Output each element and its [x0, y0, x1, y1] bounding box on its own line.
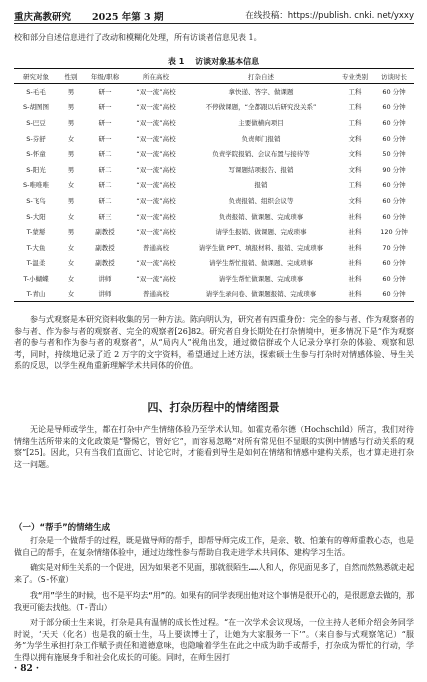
- table-cell: T-温柔: [26, 259, 46, 268]
- table-cell: 研一: [98, 134, 112, 143]
- intro-line: 校和部分自述信息进行了改动和模糊化处理，所有访谈者信息见表 1。: [14, 33, 262, 42]
- table-cell: 70 分钟: [382, 243, 406, 252]
- table-cell: 女: [67, 243, 75, 252]
- table-cell: “双一流”高校: [136, 228, 176, 237]
- table-row: [14, 177, 414, 193]
- table-cell: 60 分钟: [382, 212, 406, 221]
- table-cell: 社科: [348, 243, 362, 252]
- table-cell: “双一流”高校: [136, 150, 176, 159]
- table-cell: 社科: [348, 259, 362, 268]
- table-cell: S-飞鸟: [26, 196, 46, 205]
- table-cell: 女: [67, 134, 75, 143]
- table-cell: S-怀童: [26, 150, 46, 159]
- table-cell: 不停做课题，“全都跟以后研究没关系”: [205, 103, 317, 112]
- table-header-cell: 访谈时长: [374, 69, 414, 84]
- table-cell: 研一: [98, 88, 112, 97]
- table-cell: “双一流”高校: [136, 134, 176, 143]
- table-cell: 研三: [98, 212, 112, 221]
- page-header: [14, 9, 414, 23]
- table-cell: 拿快递、答字、做课题: [228, 88, 294, 97]
- table-header-cell: 专业类别: [336, 69, 374, 84]
- table-cell: 60 分钟: [382, 134, 406, 143]
- table-cell: “双一流”高校: [136, 274, 176, 283]
- table-cell: 研二: [98, 181, 112, 190]
- table-cell: 50 分钟: [382, 150, 406, 159]
- submission-url[interactable]: 在线投稿：https://publish. cnki. net/yxxy: [245, 11, 414, 21]
- table-cell: 社科: [348, 274, 362, 283]
- table-cell: 文科: [348, 196, 362, 205]
- table-cell: “双一流”高校: [136, 259, 176, 268]
- table-cell: 女: [67, 181, 75, 190]
- table-cell: “双一流”高校: [136, 181, 176, 190]
- table-cell: 工科: [348, 118, 362, 127]
- table-cell: 讲师: [98, 274, 112, 283]
- table-cell: 女: [58, 286, 84, 302]
- table-cell: S-阳光: [26, 165, 46, 174]
- table-number: 表 1: [167, 57, 185, 66]
- table-cell: 研二: [98, 196, 112, 205]
- table-cell: 60 分钟: [382, 118, 406, 127]
- table-cell: 男: [67, 228, 75, 237]
- table-cell: T-青山: [14, 286, 58, 302]
- table-cell: 社科: [336, 286, 374, 302]
- table-cell: 60 分钟: [382, 181, 406, 190]
- table-cell: 文科: [348, 150, 362, 159]
- table-cell: 写课题结项报告、报销: [228, 165, 294, 174]
- table-cell: 研二: [98, 165, 112, 174]
- table-cell: 女: [67, 212, 75, 221]
- table-cell: 工科: [348, 103, 362, 112]
- para-last: 对于部分硕士生来说，打杂是具有温情的成长性过程。“在一次学术会议现场，一位主持人老师介绍会务同学时说，‘天天（化名）也是我的硕士生，马上要读博士了，让她为大家服务一下’”。（来自参与式观察笔记）“服务”为学生承担打杂工作赋予责任和道德意味，也隐喻着学生在此之中成为助手或帮手，打杂成为帮忙的行动，学生得以拥有施展身手和社会化成长的可能。同时，在师生因打: [14, 618, 414, 662]
- table-cell: 请学生做 PPT、填报材料、报销、完成琐事: [198, 243, 324, 252]
- table-cell: “双一流”高校: [136, 212, 176, 221]
- table-cell: 文科: [348, 134, 362, 143]
- table-cell: 讲师: [84, 286, 126, 302]
- table-cell: 研一: [98, 103, 112, 112]
- table-cell: 工科: [348, 181, 362, 190]
- table-row: [14, 146, 414, 162]
- table-cell: S-芬舒: [26, 134, 46, 143]
- table-row: [14, 224, 414, 240]
- para-help: 打杂是一个做帮手的过程，既是做导师的帮手，即帮导师完成工作，是亲、敬、怕兼有的尊师重教心态，也是做自己的帮手，在复杂情绪体验中，通过边缘性参与帮助自我走进学术共同体、建构学习生活。: [14, 536, 414, 557]
- table-cell: S-大阳: [26, 212, 46, 221]
- table-header-cell: 性别: [58, 69, 84, 84]
- table-cell: 60 分钟: [382, 103, 406, 112]
- table-cell: S-胡图图: [23, 103, 49, 112]
- table-row: [14, 239, 414, 255]
- table-cell: 工科: [348, 88, 362, 97]
- table-row: [14, 99, 414, 115]
- table-row: [14, 271, 414, 287]
- table-cell: 60 分钟: [382, 274, 406, 283]
- quote-s-huaitong: 确实是对师生关系的一个促进，因为如果老不见面，那就很陌生……人和人，你见面见多了，自然而然熟悉就走起来了。（S-怀童）: [14, 563, 414, 584]
- table-header-cell: 年级/职称: [84, 69, 126, 84]
- table-row: [14, 193, 414, 209]
- table-cell: T-大鱼: [26, 243, 46, 252]
- table-cell: 男: [67, 118, 75, 127]
- subsection-title: （一）“帮手”的情绪生成: [14, 523, 111, 533]
- table-cell: 报销: [254, 181, 268, 190]
- table-cell: 普通高校: [143, 243, 169, 252]
- table-row: [14, 84, 414, 100]
- section-title: 四、打杂历程中的情绪图景: [147, 401, 280, 414]
- para-section: 无论是导师或学生，都在打杂中产生情绪体验乃至学术认知。如霍克希尔德（Hochschild）所言，我们对待情绪生活所带来的文化政策是“警惕它，管好它”，而容易忽略“对所有常见但不显眼的实例中情感与行动关系的观察”[25]。因此，只有当我们直面它、讨论它时，才能看到导生是如何在情绪和情感中建构关系，也才算走进打杂这一问题。: [14, 425, 414, 469]
- table-cell: 副教授: [95, 228, 115, 237]
- table-cell: 副教授: [95, 243, 115, 252]
- table-cell: “双一流”高校: [136, 103, 176, 112]
- table-row: [14, 130, 414, 146]
- table-cell: 女: [67, 274, 75, 283]
- table-cell: 负责学院报销、会议布置与接待等: [212, 150, 310, 159]
- table-row: [14, 161, 414, 177]
- table-cell: 男: [67, 196, 75, 205]
- table-cell: 男: [67, 150, 75, 159]
- table-cell: 社科: [348, 228, 362, 237]
- table-cell: T-小蝴蝶: [23, 274, 49, 283]
- table-title: 访谈对象基本信息: [195, 57, 260, 66]
- table-header-cell: 打杂自述: [186, 69, 336, 84]
- table-body: [14, 84, 414, 302]
- page-number: · 82 ·: [14, 664, 40, 674]
- table-row: [14, 208, 414, 224]
- table-cell: 社科: [348, 212, 362, 221]
- table-cell: 60 分钟: [382, 196, 406, 205]
- table-cell: S-毛毛: [26, 88, 46, 97]
- table-cell: S-唯唯唯: [23, 181, 49, 190]
- table-cell: 男: [67, 165, 75, 174]
- table-cell: “双一流”高校: [136, 118, 176, 127]
- table-row: [14, 255, 414, 271]
- table-row: [14, 286, 414, 302]
- table-cell: 负责报销、做课题、完成琐事: [218, 212, 304, 221]
- table-header-row: [14, 69, 414, 84]
- table-cell: T-蒙掰: [26, 228, 46, 237]
- table-cell: 请学生报销、做课题、完成琐事: [215, 228, 307, 237]
- table-cell: “双一流”高校: [136, 196, 176, 205]
- table-cell: 主要做横向项目: [238, 118, 284, 127]
- table-cell: 请学生帮忙做课题、完成琐事: [218, 274, 304, 283]
- quote-t-qingshan: 我“用”学生的时候，也不是平均去“用”的。如果有的同学表现出他对这个事情是很开心的，是很愿意去做的，那我更可能去找他。（T-青山）: [14, 591, 414, 612]
- table-header-cell: 研究对象: [14, 69, 58, 84]
- table-header-cell: 所在高校: [126, 69, 186, 84]
- table-cell: “双一流”高校: [136, 88, 176, 97]
- para-method: 参与式观察是本研究资料收集的另一种方法。陈向明认为，研究者有四重身份：完全的参与者、作为观察者的参与者、作为参与者的观察者、完全的观察者[26]82。研究者自身长期处在打杂情境中，更多情况下是“作为观察者的参与者和作为参与者的观察者”，从“局内人”视角出发，通过微信群或个人记录分享打杂的体验、观察和思考，同时，持续地记录了近 2 万字的文字资料，希望通过上述方法，探索硕士生参与打杂时对情感体验、导生关系的反思，以学生视角重新理解学术共同体的价值。: [14, 315, 414, 371]
- table-cell: 文科: [348, 165, 362, 174]
- table-cell: 60 分钟: [382, 88, 406, 97]
- table-cell: 研一: [98, 118, 112, 127]
- table-cell: 60 分钟: [382, 259, 406, 268]
- table-row: [14, 115, 414, 131]
- issue-label: 2025 年第 3 期: [92, 12, 164, 23]
- table-cell: 120 分钟: [380, 228, 408, 237]
- table-cell: 男: [67, 103, 75, 112]
- journal-name: 重庆高教研究: [14, 12, 72, 23]
- table-cell: 研二: [98, 150, 112, 159]
- table-cell: 普通高校: [126, 286, 186, 302]
- table-cell: 请学生帮忙报销、做课题、完成琐事: [209, 259, 313, 268]
- table-cell: 60 分钟: [374, 286, 414, 302]
- table-cell: 90 分钟: [382, 165, 406, 174]
- interview-table: [14, 68, 414, 302]
- table-cell: S-巴豆: [26, 118, 46, 127]
- table-cell: 请学生录问卷、做课题报销、完成琐事: [186, 286, 336, 302]
- table-cell: 负责报销、组织会议等: [228, 196, 294, 205]
- header-rule: [14, 23, 414, 24]
- table-caption: [0, 56, 427, 67]
- table-cell: 女: [67, 259, 75, 268]
- table-cell: 负责师门报销: [241, 134, 281, 143]
- table-cell: “双一流”高校: [136, 165, 176, 174]
- table-cell: 男: [67, 88, 75, 97]
- table-cell: 副教授: [95, 259, 115, 268]
